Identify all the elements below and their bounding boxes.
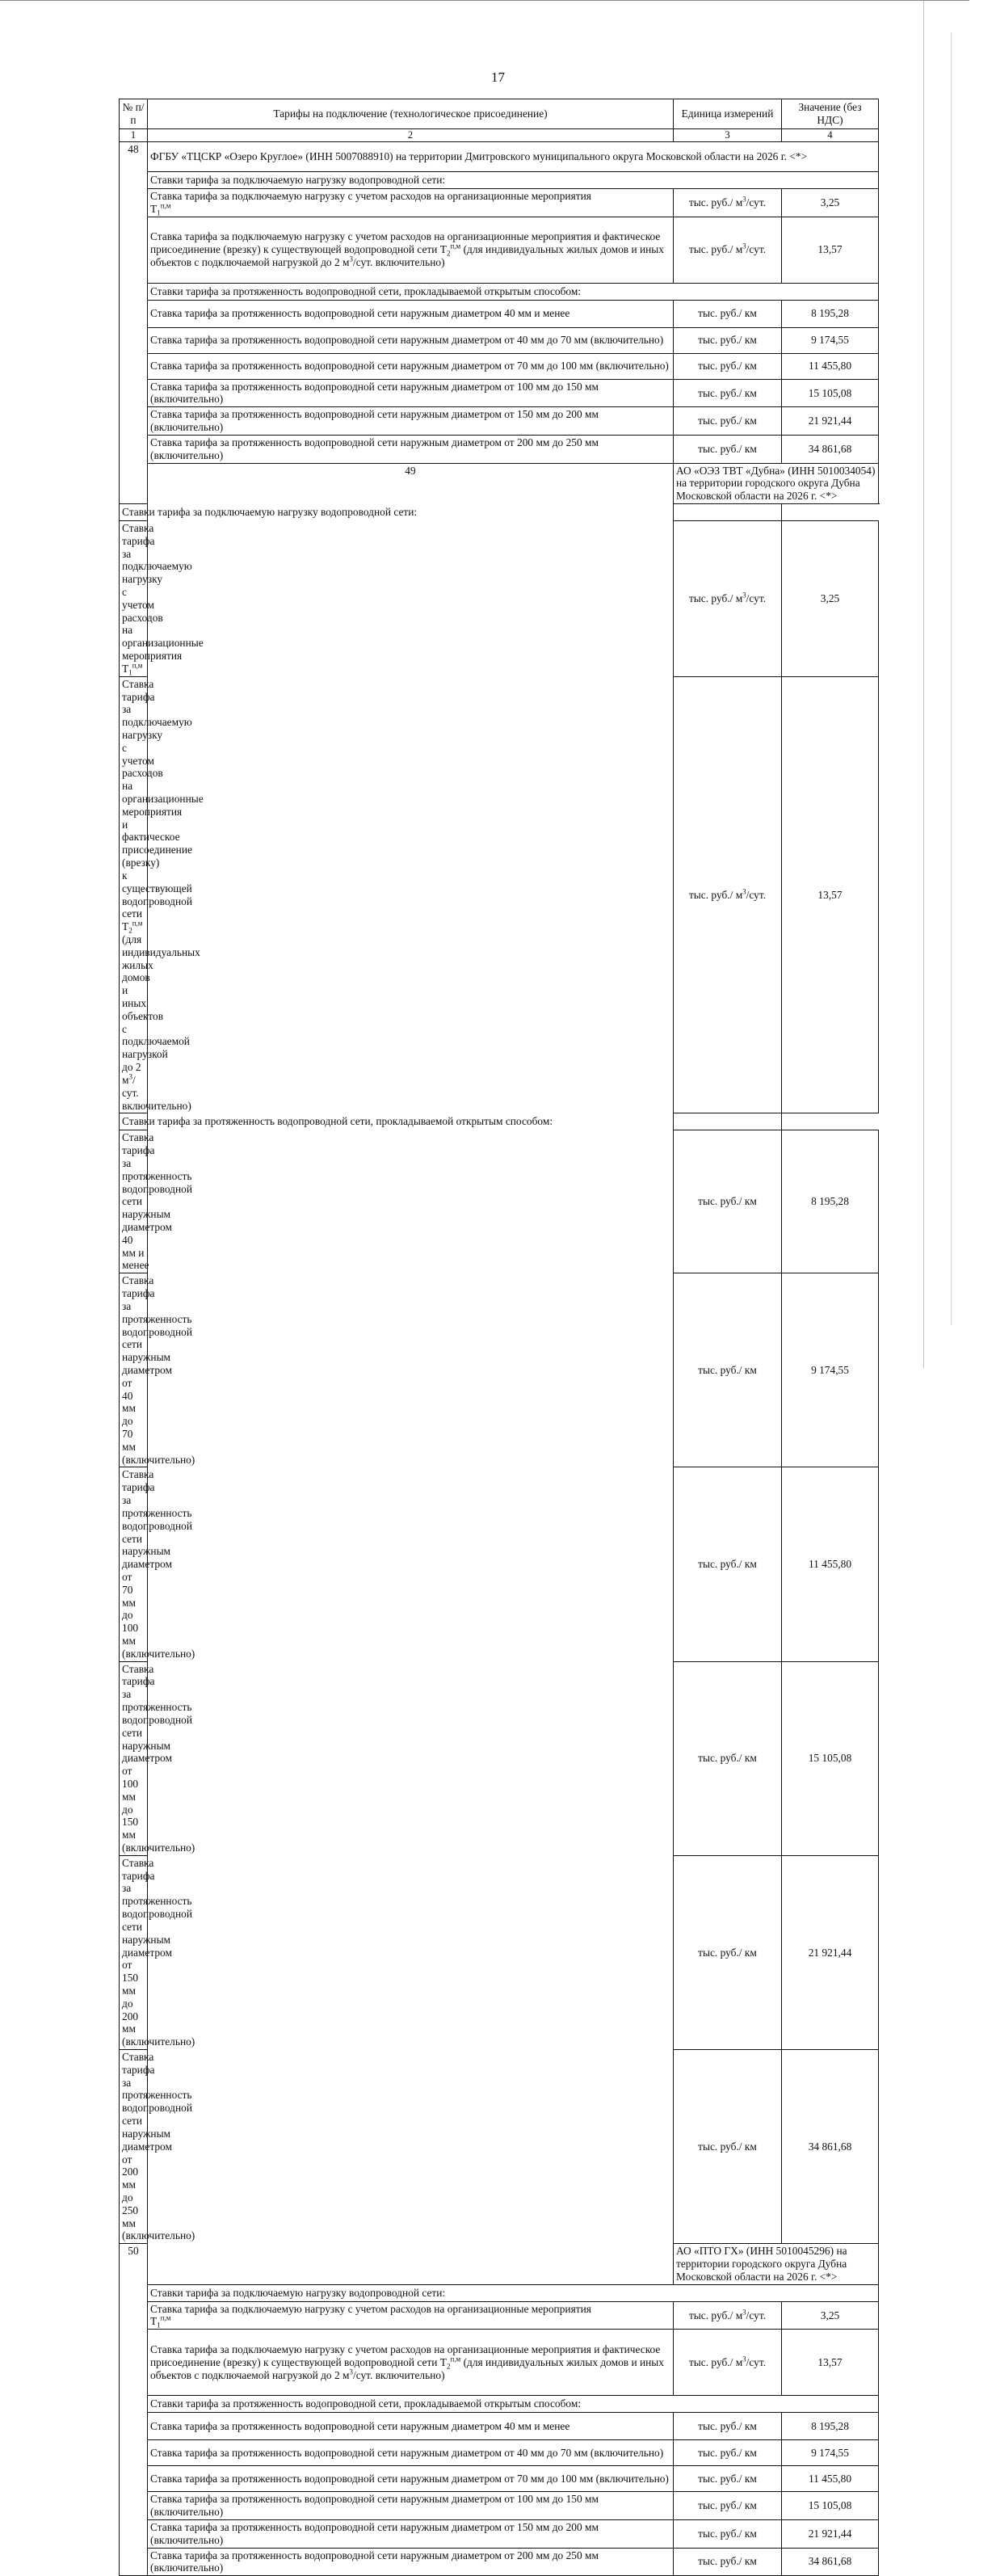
- table-row: [120, 2548, 879, 2576]
- unit-cell: тыс. руб./ км: [674, 1130, 782, 1273]
- t1-subscript: 1: [128, 668, 132, 677]
- section-length-title: Ставки тарифа за протяженность водопроводной сети, прокладываемой открытым способом:: [148, 283, 879, 300]
- column-number-row: [120, 129, 879, 142]
- value-cell: 15 105,08: [782, 2492, 879, 2520]
- unit-text: тыс. руб./ м: [688, 591, 743, 604]
- unit-superscript: 3: [742, 2308, 746, 2317]
- value-cell: 21 921,44: [782, 1855, 879, 2049]
- section-row: [120, 283, 879, 300]
- t2-superscript: п,м: [450, 2355, 461, 2363]
- section-length-title: Ставки тарифа за протяженность водопроводной сети, прокладываемой открытым способом:: [148, 2396, 879, 2413]
- value-cell: 34 861,68: [782, 435, 879, 463]
- t2-superscript: п,м: [132, 919, 143, 928]
- unit-cell: тыс. руб./ км: [674, 1661, 782, 1855]
- table-row: [120, 217, 879, 283]
- section-row: [120, 503, 879, 520]
- scan-edge-top: [0, 0, 969, 1]
- table-row: [120, 353, 879, 379]
- table-row: [120, 2440, 879, 2466]
- t1-symbol: T: [150, 2315, 158, 2328]
- row-description: Ставка тарифа за протяженность водопроводной сети наружным диаметром от 200 мм до 250 мм (включительно): [120, 2050, 148, 2244]
- t2-text: Ставка тарифа за подключаемую нагрузку с учетом расходов на организационные мероприятия и фактическое присоединение (врезку) к существующей водопроводной сети T: [150, 230, 661, 256]
- unit-cell: тыс. руб./ км: [674, 407, 782, 436]
- table-row: [120, 435, 879, 463]
- value-cell: 3,25: [782, 520, 879, 676]
- page-number: 17: [491, 69, 505, 85]
- header-value: Значение (без НДС): [782, 99, 879, 129]
- t1-subscript: 1: [157, 2321, 161, 2330]
- t2-superscript: 3: [128, 1072, 132, 1081]
- unit-text: /сут.: [746, 243, 767, 256]
- table-row: [120, 2466, 879, 2492]
- t2-text: /сут. включительно): [353, 2368, 445, 2381]
- header-description: Тарифы на подключение (технологическое присоединение): [148, 99, 674, 129]
- t1-description: [148, 189, 674, 217]
- t1-description: [148, 2301, 674, 2330]
- row-description: Ставка тарифа за протяженность водопроводной сети наружным диаметром от 100 мм до 150 мм (включительно): [120, 1661, 148, 1855]
- scan-edge-right: [923, 0, 924, 1368]
- unit-cell: тыс. руб./ км: [674, 435, 782, 463]
- unit-superscript: 3: [742, 2355, 746, 2363]
- unit-text: /сут.: [746, 2309, 767, 2321]
- unit-cell: тыс. руб./ км: [674, 2413, 782, 2440]
- unit-cell: [674, 2301, 782, 2330]
- tariff-table: [119, 99, 879, 2576]
- row-description: Ставка тарифа за протяженность водопроводной сети наружным диаметром от 70 мм до 100 мм (включительно): [120, 1467, 148, 1661]
- t1-text: Ставка тарифа за подключаемую нагрузку с учетом расходов на организационные мероприятия: [150, 190, 591, 202]
- section-row: [120, 172, 879, 189]
- row-description: Ставка тарифа за протяженность водопроводной сети наружным диаметром от 200 мм до 250 мм (включительно): [148, 435, 674, 463]
- org-header-row: [120, 463, 879, 503]
- value-cell: 21 921,44: [782, 2519, 879, 2548]
- t1-text: Ставка тарифа за подключаемую нагрузку с учетом расходов на организационные мероприятия: [150, 2302, 591, 2315]
- t2-description: [120, 676, 204, 1113]
- org-number: 48: [120, 142, 148, 504]
- org-number: 49: [148, 463, 674, 2284]
- unit-cell: тыс. руб./ км: [674, 379, 782, 407]
- unit-superscript: 3: [742, 887, 746, 896]
- unit-cell: тыс. руб./ км: [674, 1467, 782, 1661]
- table-row: [120, 407, 879, 436]
- row-description: Ставка тарифа за протяженность водопроводной сети наружным диаметром от 200 мм до 250 мм (включительно): [148, 2548, 674, 2576]
- table-row: [120, 300, 879, 327]
- value-cell: 15 105,08: [782, 1661, 879, 1855]
- unit-cell: тыс. руб./ км: [674, 2492, 782, 2520]
- t2-text: /сут. включительно): [353, 256, 445, 269]
- t1-superscript: п,м: [132, 661, 143, 670]
- unit-text: /сут.: [746, 2355, 767, 2368]
- org-number: 50: [120, 2244, 148, 2576]
- row-description: Ставка тарифа за протяженность водопроводной сети наружным диаметром от 100 мм до 150 мм (включительно): [148, 2492, 674, 2520]
- value-cell: 8 195,28: [782, 2413, 879, 2440]
- tariff-table-body: [120, 99, 879, 2576]
- unit-cell: тыс. руб./ км: [674, 1855, 782, 2049]
- unit-cell: [674, 2330, 782, 2396]
- unit-text: /сут.: [746, 196, 767, 208]
- row-description: Ставка тарифа за протяженность водопроводной сети наружным диаметром от 150 мм до 200 мм (включительно): [148, 2519, 674, 2548]
- t2-superscript: п,м: [450, 242, 461, 250]
- t1-subscript: 1: [157, 208, 161, 217]
- unit-text: тыс. руб./ м: [688, 243, 743, 256]
- t2-description: [148, 2330, 674, 2396]
- t1-symbol: T: [122, 662, 129, 675]
- table-row: [120, 189, 879, 217]
- row-description: Ставка тарифа за протяженность водопроводной сети наружным диаметром от 40 мм до 70 мм (включительно): [148, 2440, 674, 2466]
- unit-text: тыс. руб./ м: [688, 2309, 743, 2321]
- t2-description: [148, 217, 674, 283]
- section-row: [120, 2284, 879, 2301]
- t2-subscript: 2: [446, 2362, 451, 2371]
- unit-cell: тыс. руб./ км: [674, 2466, 782, 2492]
- section-load-title: Ставки тарифа за подключаемую нагрузку водопроводной сети:: [148, 2284, 879, 2301]
- t2-subscript: 2: [446, 249, 451, 258]
- unit-cell: [674, 189, 782, 217]
- unit-text: /сут.: [746, 591, 767, 604]
- unit-cell: тыс. руб./ км: [674, 327, 782, 353]
- unit-text: тыс. руб./ м: [688, 196, 743, 208]
- table-row: [120, 379, 879, 407]
- t1-symbol: T: [150, 202, 158, 215]
- unit-cell: [674, 520, 782, 676]
- row-description: Ставка тарифа за протяженность водопроводной сети наружным диаметром от 100 мм до 150 мм (включительно): [148, 379, 674, 407]
- org-title: ФГБУ «ТЦСКР «Озеро Круглое» (ИНН 5007088910) на территории Дмитровского муниципального округа Московской области на 2026 г. <*>: [148, 142, 879, 172]
- unit-superscript: 3: [742, 195, 746, 204]
- section-row: [120, 1113, 879, 1130]
- table-row: [120, 2330, 879, 2396]
- table-row: [120, 2413, 879, 2440]
- table-row: [120, 2301, 879, 2330]
- org-header-row: [120, 142, 879, 172]
- unit-cell: [674, 676, 782, 1113]
- row-description: Ставка тарифа за протяженность водопроводной сети наружным диаметром 40 мм и менее: [120, 1130, 148, 1273]
- value-cell: 15 105,08: [782, 379, 879, 407]
- t2-text: Ставка тарифа за подключаемую нагрузку с учетом расходов на организационные мероприятия и фактическое присоединение (врезку) к существующей водопроводной сети T: [150, 2343, 661, 2368]
- value-cell: 8 195,28: [782, 300, 879, 327]
- unit-cell: тыс. руб./ км: [674, 2519, 782, 2548]
- row-description: Ставка тарифа за протяженность водопроводной сети наружным диаметром от 40 мм до 70 мм (включительно): [148, 327, 674, 353]
- row-description: Ставка тарифа за протяженность водопроводной сети наружным диаметром от 70 мм до 100 мм (включительно): [148, 2466, 674, 2492]
- t2-subscript: 2: [128, 926, 132, 935]
- unit-cell: тыс. руб./ км: [674, 300, 782, 327]
- org-title: АО «ОЭЗ ТВТ «Дубна» (ИНН 5010034054) на территории городского округа Дубна Московской области на 2026 г. <*>: [674, 463, 879, 503]
- unit-cell: тыс. руб./ км: [674, 2440, 782, 2466]
- value-cell: 13,57: [782, 217, 879, 283]
- unit-text: тыс. руб./ м: [688, 888, 743, 901]
- row-description: Ставка тарифа за протяженность водопроводной сети наружным диаметром от 40 мм до 70 мм (включительно): [120, 1273, 148, 1467]
- row-description: Ставка тарифа за протяженность водопроводной сети наружным диаметром от 150 мм до 200 мм (включительно): [148, 407, 674, 436]
- header-unit: Единица измерений: [674, 99, 782, 129]
- unit-cell: тыс. руб./ км: [674, 1273, 782, 1467]
- t2-superscript: 3: [349, 255, 353, 263]
- t1-description: [120, 520, 204, 677]
- value-cell: 34 861,68: [782, 2050, 879, 2244]
- section-load-title: Ставки тарифа за подключаемую нагрузку водопроводной сети:: [148, 172, 879, 189]
- t2-text: (для индивидуальных жилых домов и иных объектов с подключаемой нагрузкой до 2 м: [150, 2355, 665, 2381]
- value-cell: 11 455,80: [782, 2466, 879, 2492]
- value-cell: 11 455,80: [782, 1467, 879, 1661]
- header-num: № п/п: [120, 99, 148, 129]
- unit-cell: тыс. руб./ км: [674, 2548, 782, 2576]
- unit-superscript: 3: [742, 591, 746, 600]
- unit-cell: тыс. руб./ км: [674, 2050, 782, 2244]
- scan-edge-right-2: [951, 32, 952, 1325]
- value-cell: 3,25: [782, 189, 879, 217]
- value-cell: 13,57: [782, 2330, 879, 2396]
- section-load-title: Ставки тарифа за подключаемую нагрузку водопроводной сети:: [120, 503, 782, 520]
- value-cell: 9 174,55: [782, 1273, 879, 1467]
- column-number: 1: [120, 129, 148, 142]
- unit-cell: тыс. руб./ км: [674, 353, 782, 379]
- table-row: [120, 327, 879, 353]
- t2-text: (для индивидуальных жилых домов и иных объектов с подключаемой нагрузкой до 2 м: [122, 932, 200, 1086]
- t2-text: Ставка тарифа за подключаемую нагрузку с учетом расходов на организационные мероприятия и фактическое присоединение (врезку) к существующей водопроводной сети T: [122, 677, 204, 933]
- t1-superscript: п,м: [160, 201, 171, 210]
- row-description: Ставка тарифа за протяженность водопроводной сети наружным диаметром от 70 мм до 100 мм (включительно): [148, 353, 674, 379]
- row-description: Ставка тарифа за протяженность водопроводной сети наружным диаметром 40 мм и менее: [148, 2413, 674, 2440]
- t2-text: (для индивидуальных жилых домов и иных объектов с подключаемой нагрузкой до 2 м: [150, 243, 665, 269]
- value-cell: 34 861,68: [782, 2548, 879, 2576]
- value-cell: 9 174,55: [782, 327, 879, 353]
- row-description: Ставка тарифа за протяженность водопроводной сети наружным диаметром 40 мм и менее: [148, 300, 674, 327]
- value-cell: 13,57: [782, 676, 879, 1113]
- section-length-title: Ставки тарифа за протяженность водопроводной сети, прокладываемой открытым способом:: [120, 1113, 782, 1130]
- org-title: АО «ПТО ГХ» (ИНН 5010045296) на территории городского округа Дубна Московской области на 2026 г. <*>: [674, 2244, 879, 2284]
- value-cell: 11 455,80: [782, 353, 879, 379]
- value-cell: 3,25: [782, 2301, 879, 2330]
- value-cell: 9 174,55: [782, 2440, 879, 2466]
- column-number: 2: [148, 129, 674, 142]
- t2-text: /сут. включительно): [122, 1073, 191, 1112]
- unit-superscript: 3: [742, 242, 746, 250]
- row-description: Ставка тарифа за протяженность водопроводной сети наружным диаметром от 150 мм до 200 мм (включительно): [120, 1855, 148, 2049]
- unit-text: /сут.: [746, 888, 767, 901]
- table-header-row: [120, 99, 879, 129]
- column-number: 3: [674, 129, 782, 142]
- unit-text: тыс. руб./ м: [688, 2355, 743, 2368]
- t1-superscript: п,м: [160, 2313, 171, 2322]
- table-row: [120, 2519, 879, 2548]
- section-row: [120, 2396, 879, 2413]
- t1-text: Ставка тарифа за подключаемую нагрузку с учетом расходов на организационные мероприятия: [122, 521, 204, 663]
- column-number: 4: [782, 129, 879, 142]
- table-row: [120, 2492, 879, 2520]
- value-cell: 8 195,28: [782, 1130, 879, 1273]
- value-cell: 21 921,44: [782, 407, 879, 436]
- t2-superscript: 3: [349, 2368, 353, 2376]
- unit-cell: [674, 217, 782, 283]
